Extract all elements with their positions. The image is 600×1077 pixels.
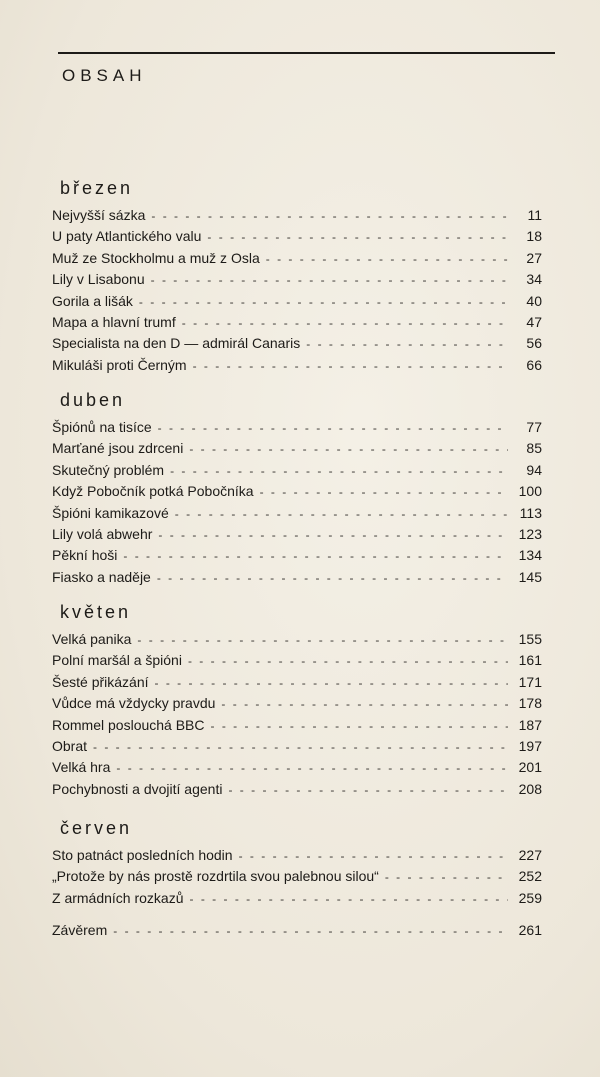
entry-page-number: 56	[526, 335, 542, 351]
dot-leader	[158, 421, 508, 435]
entry-page-number: 252	[518, 868, 542, 884]
entry-title: Pěkní hoši	[52, 547, 118, 563]
toc-entry	[52, 890, 542, 910]
entry-page-number: 18	[526, 228, 542, 244]
entry-title: Mikuláši proti Černým	[52, 357, 187, 373]
toc-entry	[52, 419, 542, 439]
entry-title: Velká panika	[52, 631, 132, 647]
toc-entry	[52, 505, 542, 525]
toc-entry	[52, 674, 542, 694]
dot-leader	[228, 783, 508, 797]
toc-entry	[52, 228, 542, 248]
entry-title: Polní maršál a špióni	[52, 652, 182, 668]
toc-entry	[52, 781, 542, 801]
toc-entry	[52, 631, 542, 651]
dot-leader	[116, 761, 508, 775]
toc-entry	[52, 335, 542, 355]
dot-leader	[182, 316, 508, 330]
toc-entry-closing	[52, 922, 542, 942]
dot-leader	[260, 485, 508, 499]
entry-page-number: 94	[526, 462, 542, 478]
toc-entry	[52, 293, 542, 313]
entry-title: Špióni kamikazové	[52, 505, 169, 521]
toc-entry	[52, 357, 542, 377]
entry-page-number: 261	[518, 922, 542, 938]
toc-entry	[52, 207, 542, 227]
dot-leader	[139, 295, 508, 309]
entry-page-number: 34	[526, 271, 542, 287]
entry-page-number: 40	[526, 293, 542, 309]
dot-leader	[123, 549, 508, 563]
dot-leader	[207, 230, 508, 244]
entry-page-number: 77	[526, 419, 542, 435]
entry-title: Lily volá abwehr	[52, 526, 153, 542]
entry-title: Když Pobočník potká Pobočníka	[52, 483, 254, 499]
entry-title: Gorila a lišák	[52, 293, 133, 309]
entry-title: Muž ze Stockholmu a muž z Osla	[52, 250, 260, 266]
dot-leader	[306, 337, 508, 351]
entry-title: Špiónů na tisíce	[52, 419, 152, 435]
toc-entry	[52, 569, 542, 589]
section-month: březen	[60, 178, 134, 198]
toc-entry	[52, 695, 542, 715]
entry-title: Rommel poslouchá BBC	[52, 717, 205, 733]
entry-title: Marťané jsou zdrceni	[52, 440, 184, 456]
entry-title: Pochybnosti a dvojití agenti	[52, 781, 223, 797]
dot-leader	[151, 209, 508, 223]
entry-page-number: 66	[526, 357, 542, 373]
toc-entry	[52, 759, 542, 779]
entry-page-number: 47	[526, 314, 542, 330]
section-month: duben	[60, 390, 126, 410]
dot-leader	[239, 849, 508, 863]
dot-leader	[190, 892, 509, 906]
entry-title: Fiasko a naděje	[52, 569, 151, 585]
entry-page-number: 155	[518, 631, 542, 647]
toc-entry	[52, 717, 542, 737]
entry-page-number: 145	[518, 569, 542, 585]
entry-page-number: 113	[519, 505, 542, 521]
toc-entry	[52, 314, 542, 334]
dot-leader	[385, 870, 508, 884]
section-month: červen	[60, 818, 133, 838]
entry-title: „Protože by nás prostě rozdrtila svou palebnou silou“	[52, 868, 379, 884]
entry-page-number: 161	[518, 652, 542, 668]
toc-entry	[52, 526, 542, 546]
toc-entry	[52, 847, 542, 867]
toc-entry	[52, 547, 542, 567]
entry-page-number: 123	[518, 526, 542, 542]
dot-leader	[151, 273, 508, 287]
section-month: květen	[60, 602, 132, 622]
dot-leader	[211, 719, 508, 733]
entry-page-number: 100	[518, 483, 542, 499]
entry-title: U paty Atlantického valu	[52, 228, 202, 244]
entry-title: Šesté přikázání	[52, 674, 149, 690]
entry-title: Závěrem	[52, 922, 108, 938]
dot-leader	[157, 571, 508, 585]
entry-page-number: 259	[518, 890, 542, 906]
dot-leader	[221, 697, 508, 711]
dot-leader	[189, 442, 508, 456]
entry-page-number: 208	[518, 781, 542, 797]
dot-leader	[155, 676, 509, 690]
entry-title: Obrat	[52, 738, 88, 754]
toc-entry	[52, 868, 542, 888]
entry-title: Skutečný problém	[52, 462, 165, 478]
entry-title: Specialista na den D — admirál Canaris	[52, 335, 301, 351]
entry-page-number: 85	[526, 440, 542, 456]
entry-title: Velká hra	[52, 759, 111, 775]
entry-title: Mapa a hlavní trumf	[52, 314, 176, 330]
toc-entry	[52, 462, 542, 482]
dot-leader	[93, 740, 508, 754]
dot-leader	[137, 633, 508, 647]
dot-leader	[113, 924, 508, 938]
toc-entry	[52, 440, 542, 460]
top-rule	[58, 52, 555, 54]
entry-page-number: 11	[527, 207, 542, 223]
toc-entry	[52, 652, 542, 672]
entry-page-number: 178	[518, 695, 542, 711]
entry-page-number: 134	[518, 547, 542, 563]
entry-title: Sto patnáct posledních hodin	[52, 847, 233, 863]
dot-leader	[193, 359, 508, 373]
toc-entry	[52, 738, 542, 758]
entry-page-number: 227	[518, 847, 542, 863]
toc-entry	[52, 250, 542, 270]
dot-leader	[188, 654, 508, 668]
dot-leader	[158, 528, 508, 542]
toc-entry	[52, 483, 542, 503]
dot-leader	[175, 507, 508, 521]
entry-page-number: 171	[518, 674, 542, 690]
page-title: OBSAH	[62, 66, 147, 85]
entry-page-number: 27	[526, 250, 542, 266]
entry-page-number: 201	[518, 759, 542, 775]
entry-page-number: 197	[518, 738, 542, 754]
entry-title: Z armádních rozkazů	[52, 890, 184, 906]
toc-entry	[52, 271, 542, 291]
entry-title: Nejvyšší sázka	[52, 207, 146, 223]
dot-leader	[170, 464, 508, 478]
entry-title: Vůdce má vždycky pravdu	[52, 695, 216, 711]
entry-page-number: 187	[518, 717, 542, 733]
dot-leader	[266, 252, 508, 266]
entry-title: Lily v Lisabonu	[52, 271, 145, 287]
